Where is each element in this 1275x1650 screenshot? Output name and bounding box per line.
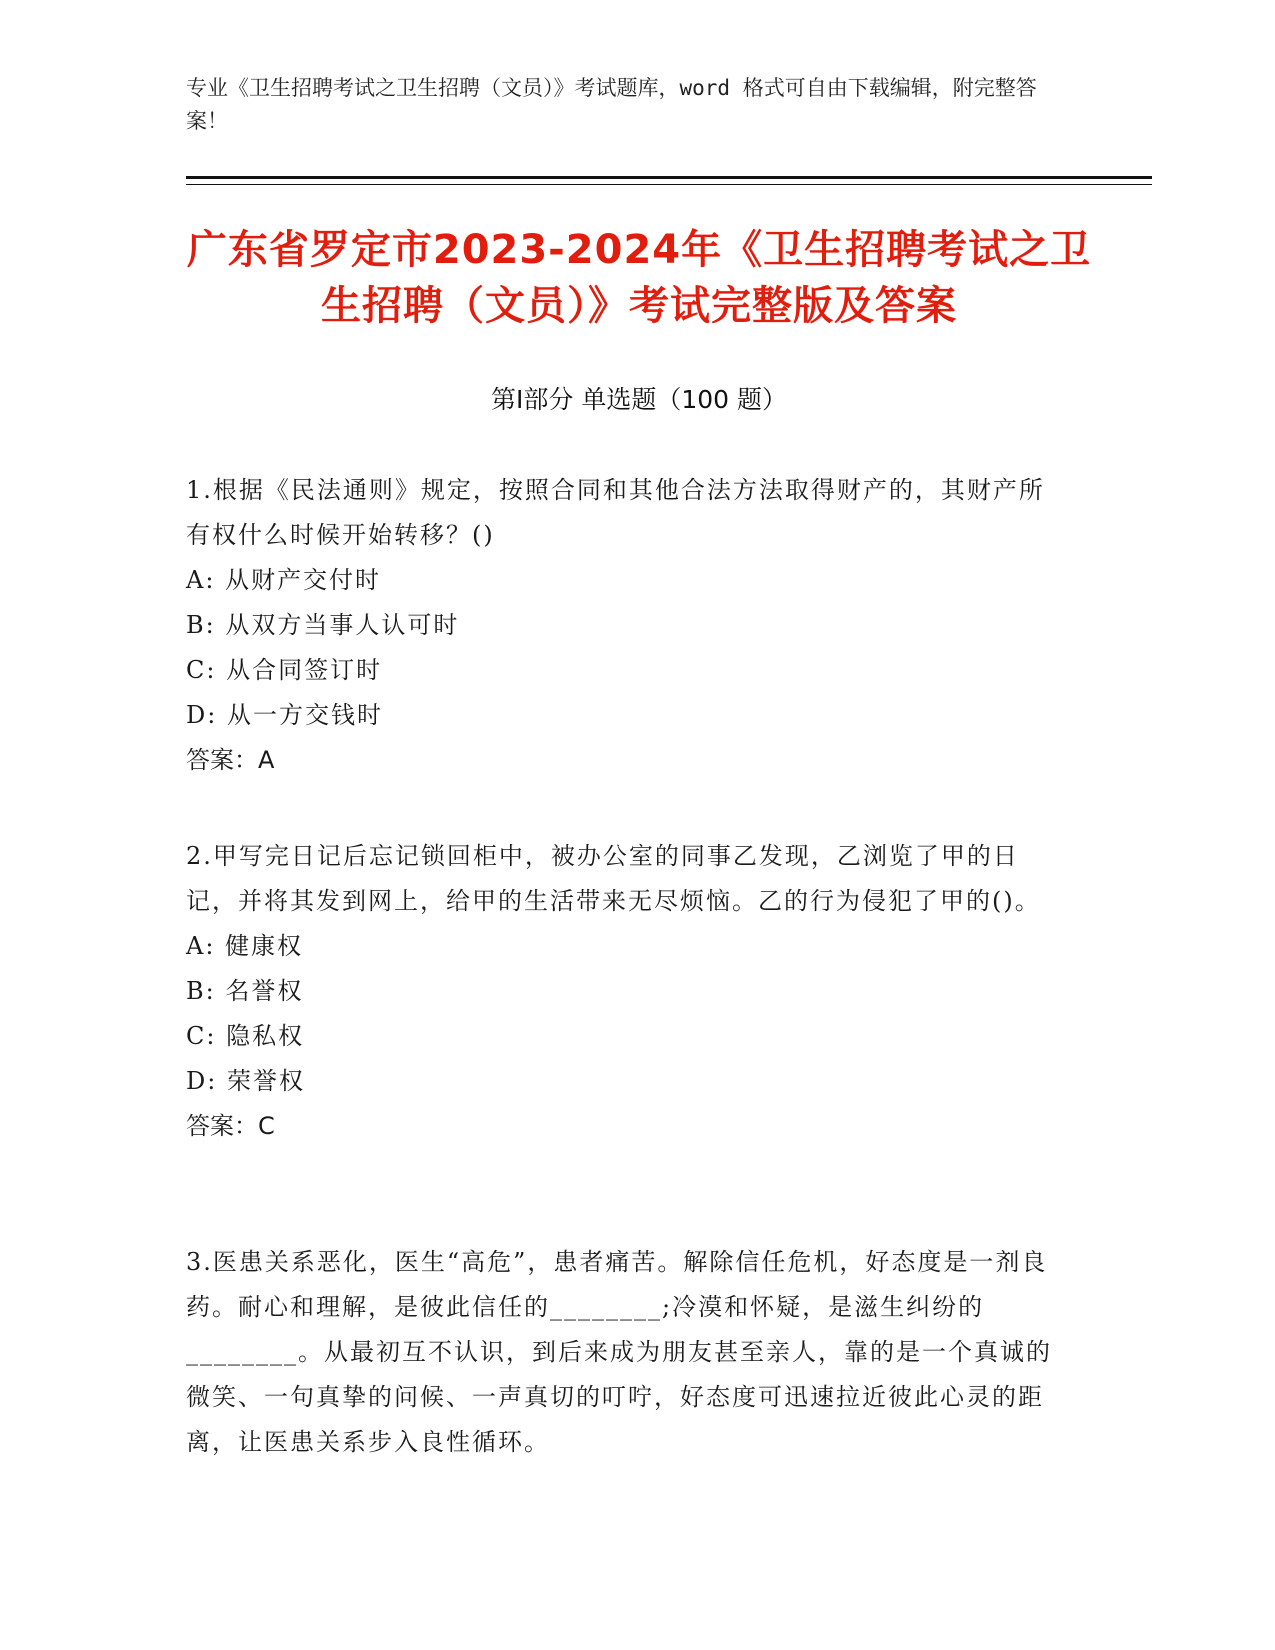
option-c: C: 从合同签订时: [186, 656, 383, 684]
question-stem: 3.医患关系恶化，医生“高危”，患者痛苦。解除信任危机，好态度是一剂良药。耐心和理解，是彼此信任的________;冷漠和怀疑，是滋生纠纷的________。从最初互不认识，到后来成为朋友甚至亲人，靠的是一个真诚的微笑、一句真挚的问候、一声真切的叮咛，好态度可迅速拉近彼此心灵的距离，让医患关系步入良性循环。: [186, 1248, 1052, 1456]
question-stem: 2.甲写完日记后忘记锁回柜中，被办公室的同事乙发现，乙浏览了甲的日记，并将其发到网上，给甲的生活带来无尽烦恼。乙的行为侵犯了甲的()。: [186, 842, 1041, 915]
question-3: [186, 1240, 1066, 1465]
option-a: A: 健康权: [186, 932, 304, 960]
section-title: 第Ⅰ部分 单选题（100 题）: [491, 385, 787, 414]
option-d: D: 荣誉权: [186, 1067, 305, 1095]
option-b: B: 从双方当事人认可时: [186, 611, 460, 639]
option-c: C: 隐私权: [186, 1022, 305, 1050]
answer: 答案：A: [186, 746, 275, 774]
option-d: D: 从一方交钱时: [186, 701, 383, 729]
option-b: B: 名誉权: [186, 977, 304, 1005]
question-2: [186, 834, 1066, 1149]
answer: 答案：C: [186, 1112, 275, 1140]
header-divider-thin: [186, 184, 1152, 185]
header-divider-thick: [186, 176, 1152, 179]
question-stem: 1.根据《民法通则》规定，按照合同和其他合法方法取得财产的，其财产所有权什么时候开始转移？(): [186, 476, 1045, 549]
document-title: 广东省罗定市2023-2024年《卫生招聘考试之卫生招聘（文员）》考试完整版及答案: [186, 227, 1092, 329]
option-a: A: 从财产交付时: [186, 566, 382, 594]
question-1: [186, 468, 1066, 783]
header-note: 专业《卫生招聘考试之卫生招聘（文员）》考试题库，word 格式可自由下载编辑，附完整答案！: [186, 76, 1037, 133]
